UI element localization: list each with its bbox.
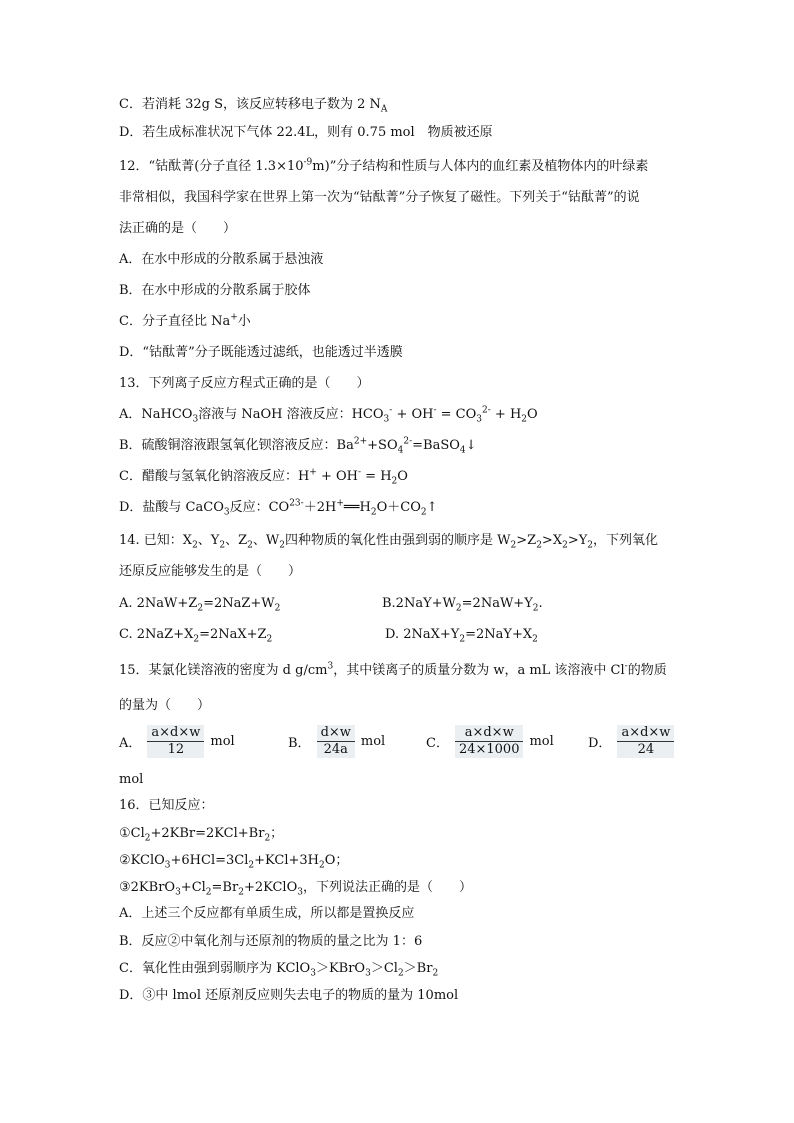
q12-option-a: A．在水中形成的分散系属于悬浊液 bbox=[119, 252, 324, 267]
q15-option-d bbox=[588, 725, 680, 758]
q12-stem-line1: 12．“钴酞菁(分子直径 $1.3\times 10^{-9}m$)”分子结构和性质与人体内的血红素及植物体内的叶绿素 bbox=[119, 157, 649, 174]
q13-stem: 13．下列离子反应方程式正确的是（ ） bbox=[119, 376, 370, 391]
q15-option-d-unit: mol bbox=[119, 772, 144, 787]
q16-reaction-3: $③2KBrO_3+Cl_2=Br_2+2KClO_3$，下列说法正确的是（ ） bbox=[119, 880, 472, 898]
q14-stem-line2: 还原反应能够发生的是（ ） bbox=[119, 564, 302, 579]
numerator: a×d×w bbox=[455, 725, 524, 742]
option-label: A． bbox=[119, 736, 142, 751]
q16-option-a: A．上述三个反应都有单质生成，所以都是置换反应 bbox=[119, 906, 415, 921]
option-label: B． bbox=[288, 736, 311, 751]
q13-option-a: A．NaHCO$_3$溶液与 NaOH 溶液反应：$HCO_3^- + OH^- = CO_3^{2-} + H_2O$ bbox=[119, 405, 538, 425]
unit: mol bbox=[529, 734, 554, 749]
fraction bbox=[147, 725, 204, 758]
q16-reaction-2: $②KClO_3+6HCl=3Cl_2+KCl+3H_2O$； bbox=[119, 853, 349, 871]
q12-option-c: C．分子直径比 Na+小 bbox=[119, 312, 251, 329]
q14-option-a: A. $2NaW+Z_2=2NaZ+W_2$ bbox=[119, 596, 281, 614]
q11-option-d: D．若生成标准状况下气体 22.4L，则有 0.75 mol 物质被还原 bbox=[119, 125, 493, 140]
fraction bbox=[317, 725, 355, 758]
q16-option-c: C．氧化性由强到弱顺序为 $KClO_3>KBrO_3>Cl_2>Br_2$ bbox=[119, 961, 439, 979]
q15-option-a bbox=[119, 725, 235, 758]
q15-stem-line2: 的量为（ ） bbox=[119, 698, 211, 713]
q16-option-d: D．③中 lmol 还原剂反应则失去电子的物质的量为 10mol bbox=[119, 988, 459, 1003]
q12-option-d: D．“钴酞菁”分子既能透过滤纸，也能透过半透膜 bbox=[119, 345, 403, 360]
option-label: D． bbox=[588, 736, 612, 751]
q14-option-b: $B.2NaY+W_2=2NaW+Y_2$. bbox=[382, 596, 543, 614]
q16-stem: 16．已知反应： bbox=[119, 798, 214, 813]
unit: mol bbox=[360, 734, 386, 749]
option-label: C． bbox=[426, 736, 449, 751]
q15-option-c bbox=[426, 725, 554, 758]
q16-reaction-1: $①Cl_2+2KBr=2KCl+Br_2$； bbox=[119, 826, 284, 844]
q12-option-b: B．在水中形成的分散系属于胶体 bbox=[119, 283, 311, 298]
q15-stem-line1: 15．某氯化镁溶液的密度为 d $g/cm^3$，其中镁离子的质量分数为 w，a mL 该溶液中 Cl-的物质 bbox=[119, 661, 667, 678]
fraction bbox=[617, 725, 674, 758]
q14-stem-line1: 14. 已知：$X_2$、$Y_2$、$Z_2$、$W_2$四种物质的氧化性由强到弱的顺序是 $W_2>Z_2>X_2>Y_2$，下列氧化 bbox=[119, 533, 659, 551]
q15-option-b bbox=[288, 725, 385, 758]
q14-option-c: C. $2NaZ+X_2=2NaX+Z_2$ bbox=[119, 627, 273, 645]
q16-option-b: B．反应②中氧化剂与还原剂的物质的量之比为 1：6 bbox=[119, 934, 423, 949]
denominator: 24 bbox=[637, 742, 655, 757]
fraction bbox=[455, 725, 524, 758]
denominator: 12 bbox=[167, 742, 185, 757]
q11-option-c: C．若消耗 32g S，该反应转移电子数为 2 $N_A$ bbox=[119, 97, 388, 115]
q12-stem-line3: 法正确的是（ ） bbox=[119, 221, 237, 236]
numerator: a×d×w bbox=[147, 725, 204, 742]
denominator: 24×1000 bbox=[458, 742, 520, 757]
numerator: a×d×w bbox=[617, 725, 674, 742]
numerator: d×w bbox=[317, 725, 355, 742]
q13-option-d: D．盐酸与 CaCO$_3$反应：$CO^{23-}+2H^+══H_2O+CO_2↑$ bbox=[119, 498, 438, 518]
q13-option-c: C．醋酸与氢氧化钠溶液反应：$H^+ + OH^- = H_2O$ bbox=[119, 467, 408, 487]
q14-option-d: D. $2NaX+Y_2=2NaY+X_2$ bbox=[385, 627, 538, 645]
unit: mol bbox=[210, 734, 235, 749]
q12-stem-line2: 非常相似，我国科学家在世界上第一次为“钴酞菁”分子恢复了磁性。下列关于“钴酞菁”的说 bbox=[119, 190, 640, 205]
q13-option-b: B．硫酸铜溶液跟氢氧化钡溶液反应：$Ba^{2+}+SO_4^{2-}=BaSO_4↓$ bbox=[119, 436, 477, 456]
denominator: 24a bbox=[323, 742, 348, 757]
